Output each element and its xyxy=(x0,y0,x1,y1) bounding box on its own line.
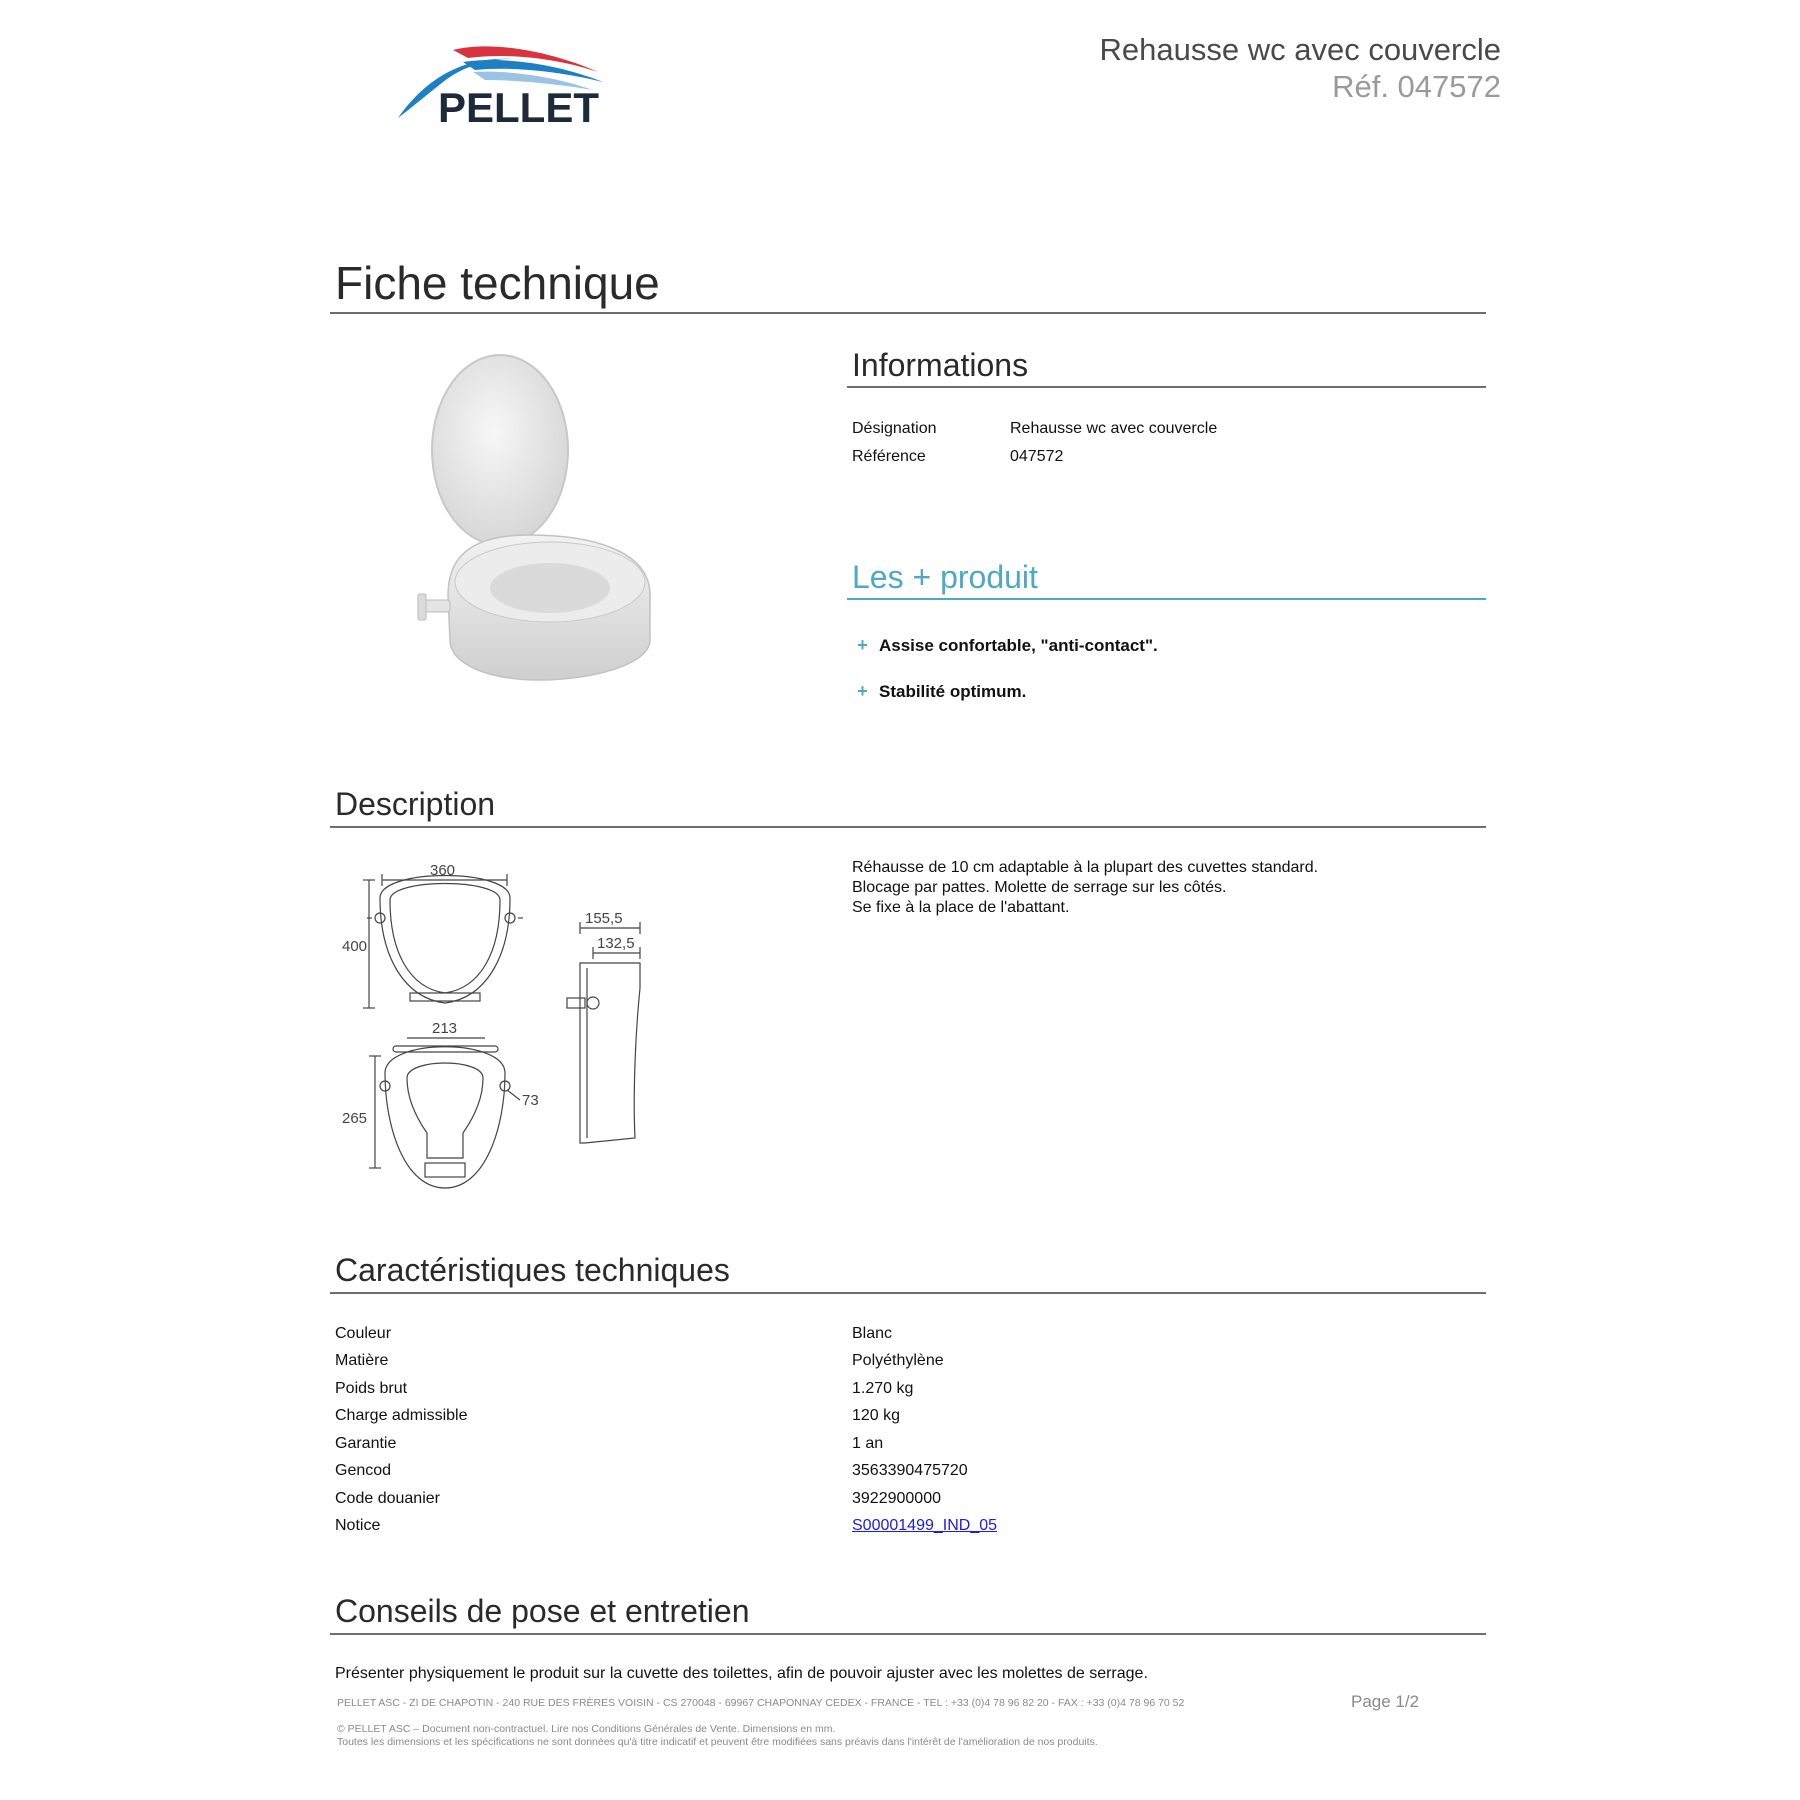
caracteristiques-heading: Caractéristiques techniques xyxy=(335,1252,730,1288)
plus-item-text: Assise confortable, "anti-contact". xyxy=(879,635,1158,655)
dim-width-bottom: 213 xyxy=(432,1020,458,1037)
description-line: Réhausse de 10 cm adaptable à la plupart des cuvettes standard. xyxy=(852,859,1319,876)
spec-label-garantie: Garantie xyxy=(335,1435,397,1452)
description-text xyxy=(852,858,1318,918)
spec-value-matiere: Polyéthylène xyxy=(852,1352,944,1369)
brand-text: PELLET xyxy=(438,84,600,131)
spec-label-gencod: Gencod xyxy=(335,1462,392,1479)
description-divider xyxy=(330,826,1486,828)
info-label-designation: Désignation xyxy=(852,420,937,437)
page-title-divider xyxy=(330,312,1486,314)
footer-legal-1: © PELLET ASC – Document non-contractuel. Lire nos Conditions Générales de Vente. Dimensions en mm. xyxy=(337,1723,836,1735)
dim-side-outer: 155,5 xyxy=(585,910,623,927)
page-number: Page 1/2 xyxy=(1351,1692,1420,1711)
footer-address: PELLET ASC - ZI DE CHAPOTIN - 240 RUE DES FRÈRES VOISIN - CS 270048 - 69967 CHAPONNAY CEDEX - FRANCE - TEL : +33 (0)4 78 96 82 20 - FAX : +33 (0)4 78 96 70 52 xyxy=(337,1697,1185,1709)
spec-label-charge: Charge admissible xyxy=(335,1407,468,1424)
dim-knob: 73 xyxy=(522,1092,539,1109)
description-line: Se fixe à la place de l'abattant. xyxy=(852,899,1070,916)
informations-heading: Informations xyxy=(852,347,1029,383)
spec-value-garantie: 1 an xyxy=(852,1435,884,1452)
caracteristiques-divider xyxy=(330,1292,1486,1294)
page-title: Fiche technique xyxy=(335,257,660,309)
info-value-reference: 047572 xyxy=(1010,448,1064,465)
pellet-logo xyxy=(393,42,643,132)
description-heading: Description xyxy=(335,786,496,822)
plus-item xyxy=(849,635,1158,656)
spec-label-couleur: Couleur xyxy=(335,1325,392,1342)
plus-produit-heading: Les + produit xyxy=(852,559,1038,595)
spec-value-charge: 120 kg xyxy=(852,1407,901,1424)
header-title: Rehausse wc avec couvercle xyxy=(1099,32,1501,67)
dim-width-top: 360 xyxy=(430,862,456,879)
plus-icon: + xyxy=(857,681,868,701)
product-image xyxy=(360,350,710,700)
description-line: Blocage par pattes. Molette de serrage sur les côtés. xyxy=(852,879,1227,896)
informations-divider xyxy=(847,386,1486,388)
conseils-heading: Conseils de pose et entretien xyxy=(335,1593,750,1629)
spec-value-gencod: 3563390475720 xyxy=(852,1462,968,1479)
footer-legal-2: Toutes les dimensions et les spécifications ne sont données qu'à titre indicatif et peuvent être modifiées sans préavis dans l'intérêt de l'amélioration de nos produits. xyxy=(337,1736,1098,1748)
spec-label-matiere: Matière xyxy=(335,1352,389,1369)
dim-side-inner: 132,5 xyxy=(597,935,635,952)
spec-value-couleur: Blanc xyxy=(852,1325,893,1342)
plus-item-text: Stabilité optimum. xyxy=(879,681,1027,701)
dim-height-top: 400 xyxy=(342,938,368,955)
technical-drawing xyxy=(335,858,655,1198)
notice-link[interactable]: S00001499_IND_05 xyxy=(852,1517,998,1534)
conseils-divider xyxy=(330,1633,1486,1635)
spec-label-notice: Notice xyxy=(335,1517,381,1534)
info-value-designation: Rehausse wc avec couvercle xyxy=(1010,420,1218,437)
plus-produit-divider xyxy=(847,598,1486,600)
plus-item xyxy=(849,681,1026,702)
spec-label-poids: Poids brut xyxy=(335,1380,408,1397)
spec-value-poids: 1.270 kg xyxy=(852,1380,914,1397)
spec-label-code-douanier: Code douanier xyxy=(335,1490,440,1507)
dim-height-bottom: 265 xyxy=(342,1110,368,1127)
plus-icon: + xyxy=(857,635,868,655)
spec-value-code-douanier: 3922900000 xyxy=(852,1490,941,1507)
info-label-reference: Référence xyxy=(852,448,926,465)
conseils-text: Présenter physiquement le produit sur la cuvette des toilettes, afin de pouvoir ajuster avec les molettes de serrage. xyxy=(335,1665,1148,1682)
header-ref: Réf. 047572 xyxy=(1332,69,1501,104)
